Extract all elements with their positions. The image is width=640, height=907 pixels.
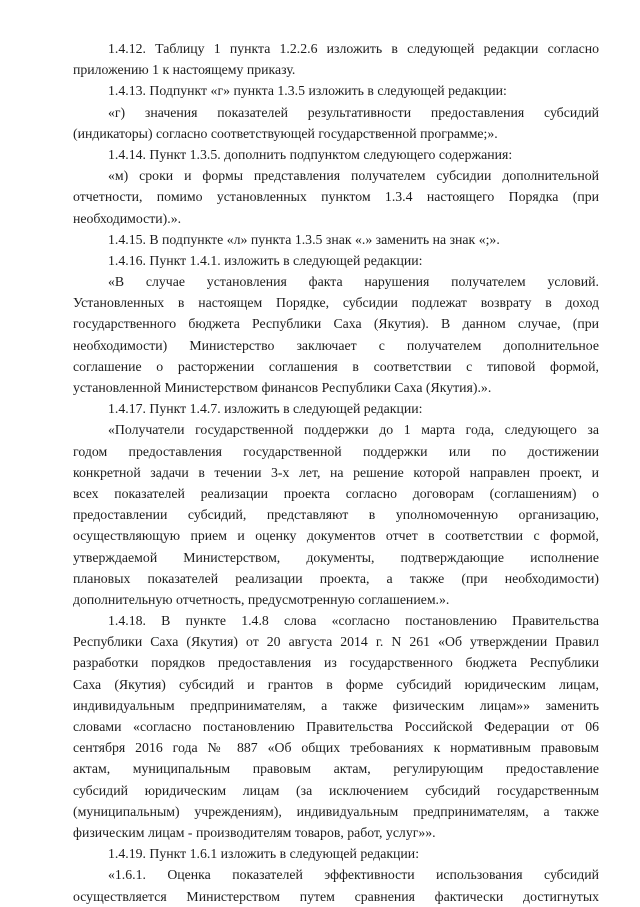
text-line: 1.4.19. Пункт 1.6.1 изложить в следующей редакции: (108, 846, 420, 862)
text-line: 1.4.13. Подпункт «г» пункта 1.3.5 изложить в следующей редакции: (108, 83, 507, 99)
text-line: осуществляющую прием и оценку документов отчет в соответствии с формой, (73, 528, 599, 544)
text-line: 1.4.14. Пункт 1.3.5. дополнить подпунктом следующего содержания: (108, 146, 513, 162)
text-line: «1.6.1. Оценка показателей эффективности использования субсидий (108, 867, 599, 883)
text-line: «В случае установления факта нарушения получателем условий. (108, 274, 599, 290)
text-line: (индикаторы) согласно соответствующей государственной программе;». (73, 125, 498, 141)
text-line: 1.4.16. Пункт 1.4.1. изложить в следующей редакции: (108, 252, 423, 268)
text-line: Установленных в настоящем Порядке, субсидии подлежат возврату в доход (73, 295, 599, 311)
text-line: конкретной задачи в течении 3-х лет, на решение которой направлен проект, и (73, 464, 599, 480)
text-line: необходимости).». (73, 210, 182, 226)
text-line: осуществляется Министерством путем сравнения фактически достигнутых (73, 888, 599, 904)
text-line: «Получатели государственной поддержки до 1 марта года, следующего за (108, 422, 599, 438)
text-line: Саха (Якутия) субсидий и грантов в форме субсидий юридическим лицам, (73, 676, 599, 692)
text-line: 1.4.12. Таблицу 1 пункта 1.2.2.6 изложить в следующей редакции согласно (108, 41, 599, 56)
text-line: «м) сроки и формы представления получателем субсидии дополнительной (108, 168, 599, 184)
text-line: плановых показателей реализации проекта, а также (при необходимости) (73, 570, 599, 586)
text-line: приложению 1 к настоящему приказу. (73, 62, 296, 78)
text-line: 1.4.17. Пункт 1.4.7. изложить в следующей редакции: (108, 401, 423, 417)
text-line: предоставлении субсидий, представляют в уполномоченную организацию, (73, 507, 599, 523)
text-line: годом предоставления государственной поддержки или по достижении (73, 443, 599, 459)
document-body (73, 38, 599, 907)
text-line: утверждаемой Министерством, документы, подтверждающие исполнение (73, 549, 599, 565)
text-line: субсидий юридическим лицам (за исключением субсидий государственным (73, 782, 599, 798)
text-line: разработки порядков предоставления из государственного бюджета Республики (73, 655, 599, 671)
text-line: всех показателей реализации проекта согласно договорам (соглашениям) о (73, 485, 599, 501)
text-line: сентября 2016 года № 887 «Об общих требованиях к нормативным правовым (73, 740, 599, 756)
text-line: дополнительную отчетность, предусмотренную соглашением.». (73, 591, 450, 607)
text-line: соглашение о расторжении соглашения в соответствии с типовой формой, (73, 358, 599, 374)
text-line: «г) значения показателей результативности предоставления субсидий (108, 104, 599, 120)
text-line: установленной Министерством финансов Республики Саха (Якутия).». (73, 380, 492, 395)
text-line: отчетности, помимо установленных пунктом 1.3.4 настоящего Порядка (при (73, 189, 599, 205)
text-line: словами «согласно постановлению Правительства Российской Федерации от 06 (73, 719, 599, 734)
text-line: государственного бюджета Республики Саха (Якутия). В данном случае, (при (73, 316, 599, 332)
text-line: 1.4.15. В подпункте «л» пункта 1.3.5 знак «.» заменить на знак «;». (108, 231, 500, 247)
text-line: актам, муниципальным правовым актам, регулирующим предоставление (73, 761, 599, 777)
text-line: индивидуальным предпринимателям, а также физическим лицам»» заменить (73, 697, 599, 713)
text-line: 1.4.18. В пункте 1.4.8 слова «согласно постановлению Правительства (108, 613, 599, 629)
text-line: (муниципальным) учреждениям), индивидуальным предпринимателям, а также (73, 803, 599, 819)
text-line: Республики Саха (Якутия) от 20 августа 2014 г. N 261 «Об утверждении Правил (73, 634, 599, 650)
text-line: физическим лицам - производителям товаров, работ, услуг»». (73, 824, 436, 840)
text-line: необходимости) Министерство заключает с получателем дополнительное (73, 337, 599, 353)
